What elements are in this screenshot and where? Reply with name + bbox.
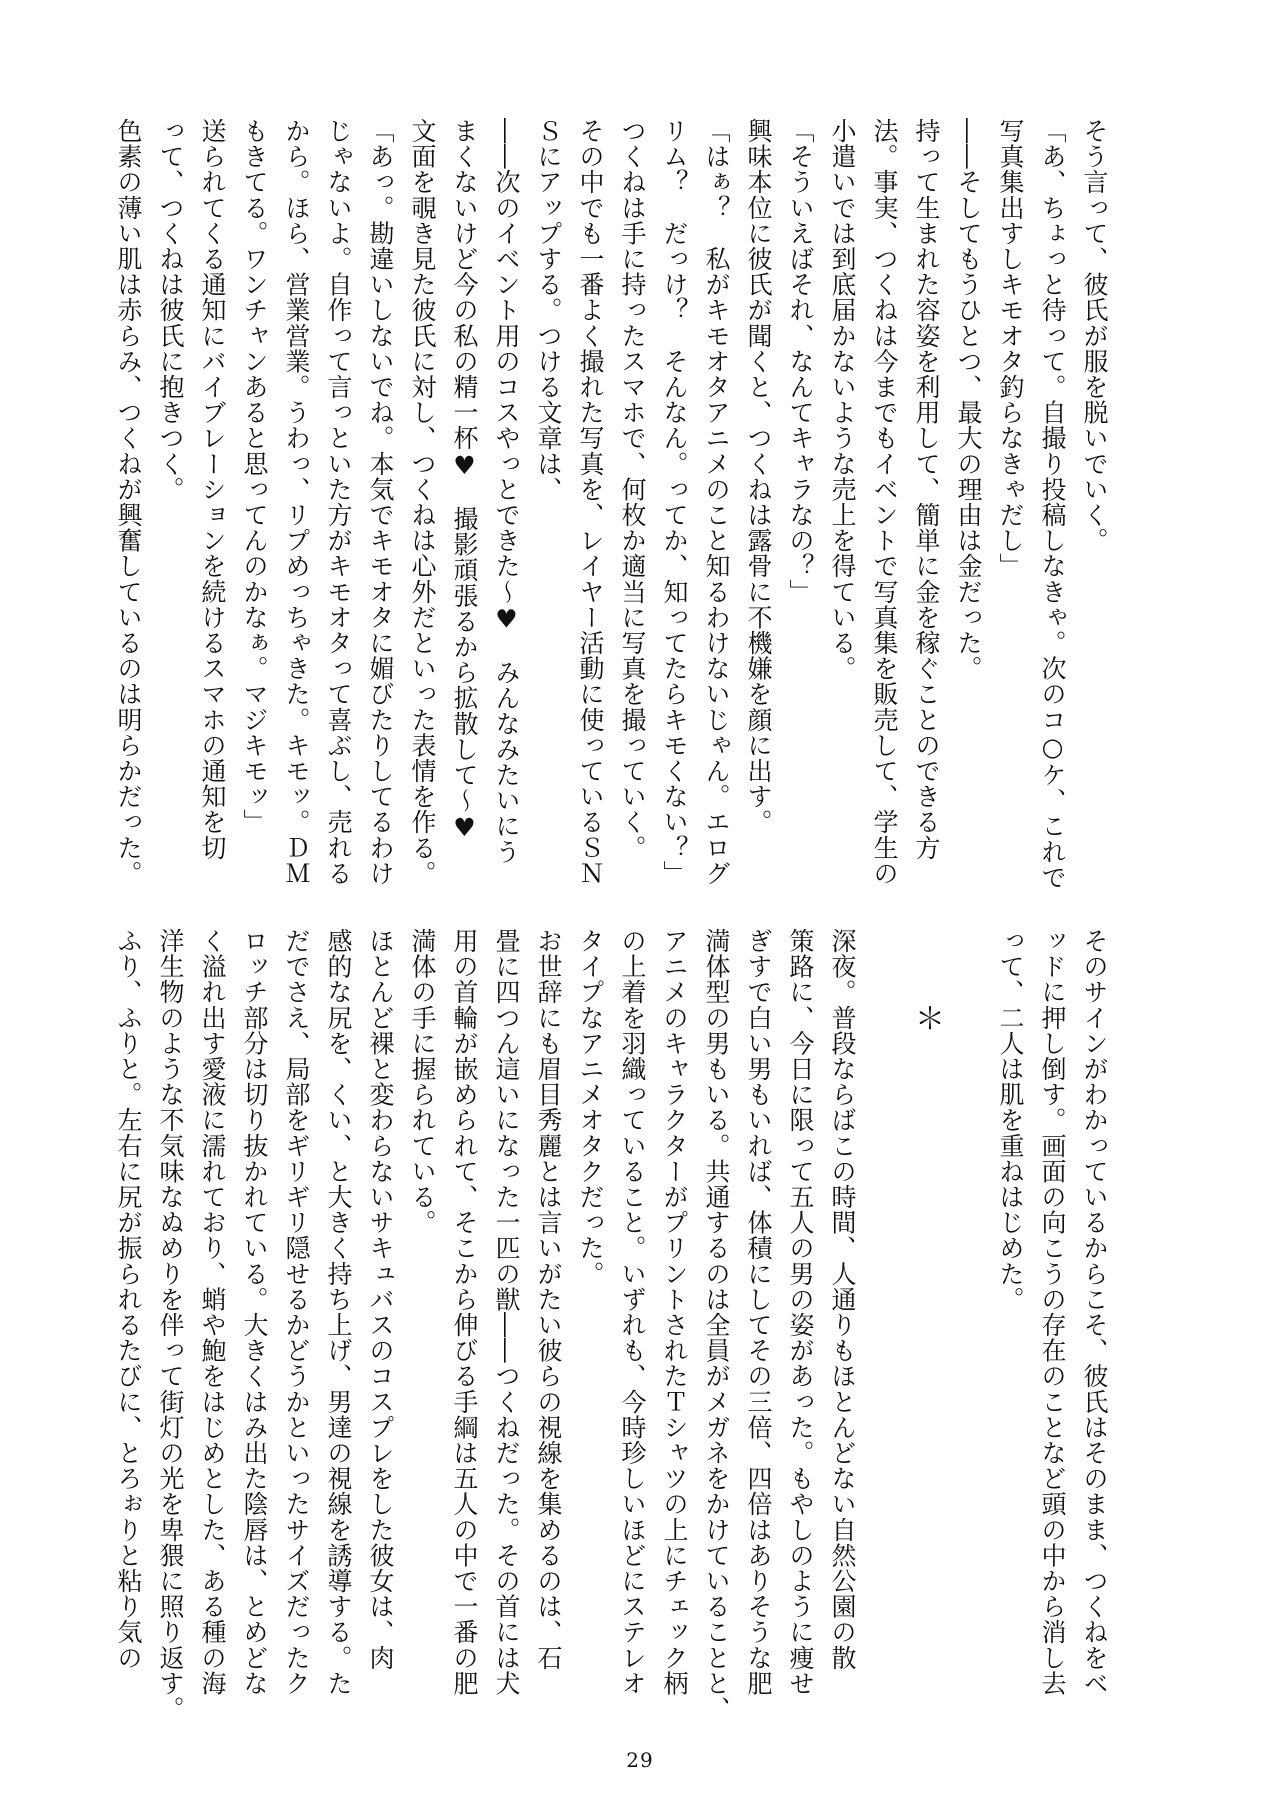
text-column: 感的な尻を、くい、と大きく持ち上げ、男達の視線を誘導する。た: [324, 928, 353, 1696]
text-column: 「あっ。勘違いしないでね。本気でキモオタに媚びたりしてるわけ: [366, 118, 395, 886]
text-column: ふり、ふりと。左右に尻が振られるたびに、とろぉりと粘り気の: [114, 928, 143, 1671]
text-column: そのサインがわかっているからこそ、彼氏はそのまま、つくねをベ: [1080, 928, 1109, 1696]
text-column: ぎすで白い男もいれば、体積にしてその三倍、四倍はありそうな肥: [744, 928, 773, 1696]
upper-text-block: [114, 118, 1115, 918]
text-column: 満体型の男もいる。共通するのは全員がメガネをかけていることと、: [702, 928, 731, 1722]
text-column: アニメのキャラクターがプリントされたＴシャツの上にチェック柄: [660, 928, 689, 1696]
text-column: だでさえ、局部をギリギリ隠せるかどうかといったサイズだったク: [282, 928, 311, 1696]
scene-break-asterisk: ＊: [909, 1003, 944, 1034]
text-column: 洋生物のような不気味なぬめりを伴って街灯の光を卑猥に照り返す。: [156, 928, 185, 1722]
text-column: リム？ だっけ？ そんなん。ってか、知ってたらキモくない？」: [660, 118, 689, 886]
text-column: 文面を覗き見た彼氏に対し、つくねは心外だといった表情を作る。: [408, 118, 437, 886]
text-column: 色素の薄い肌は赤らみ、つくねが興奮しているのは明らかだった。: [114, 118, 143, 886]
blank-column: [947, 928, 989, 1718]
text-column: 「そういえばそれ、なんてキャラなの？」: [786, 118, 815, 605]
text-column: 「はぁ？ 私がキモオタアニメのこと知るわけないじゃん。エログ: [702, 118, 731, 886]
text-column: その中でも一番よく撮れた写真を、レイヤー活動に使っているＳＮ: [576, 118, 605, 886]
text-column: 「あ、ちょっと待って。自撮り投稿しなきゃ。次のコ○ケ、これで: [1038, 118, 1067, 890]
text-column: そう言って、彼氏が服を脱いでいく。: [1080, 118, 1109, 554]
text-column: 送られてくる通知にバイブレーションを続けるスマホの通知を切: [198, 118, 227, 861]
text-column: じゃないよ。自作って言っといた方がキモオタって喜ぶし、売れる: [324, 118, 353, 886]
blank-column: [863, 928, 905, 1718]
text-column: 策路に、今日に限って五人の男の姿があった。もやしのように痩せ: [786, 928, 815, 1696]
text-column: ロッチ部分は切り抜かれている。大きくはみ出た陰唇は、とめどな: [240, 928, 269, 1696]
text-column: ッドに押し倒す。画面の向こうの存在のことなど頭の中から消し去: [1038, 928, 1067, 1696]
text-column: まくないけど今の私の精一杯♥ 撮影頑張るから拡散して～♥: [450, 118, 479, 843]
text-column: お世辞にも眉目秀麗とは言いがたい彼らの視線を集めるのは、石: [534, 928, 563, 1671]
text-column: く溢れ出す愛液に濡れており、蛸や鮑をはじめとした、ある種の海: [198, 928, 227, 1696]
text-column: Ｓにアップする。つける文章は、: [534, 118, 563, 502]
text-column: 満体の手に握られている。: [408, 928, 437, 1236]
text-column: 畳に四つん這いになった一匹の獣――つくねだった。その首には犬: [492, 928, 521, 1696]
text-column: もきてる。ワンチャンあると思ってんのかなぁ。マジキモッ」: [240, 118, 269, 835]
text-column: 興味本位に彼氏が聞くと、つくねは露骨に不機嫌を顔に出す。: [744, 118, 773, 835]
text-column: 用の首輪が嵌められて、そこから伸びる手綱は五人の中で一番の肥: [450, 928, 479, 1696]
text-column: の上着を羽織っていること。いずれも、今時珍しいほどにステレオ: [618, 928, 647, 1696]
text-column: タイプなアニメオタクだった。: [576, 928, 605, 1287]
text-column: ――そしてもうひとつ、最大の理由は金だった。: [954, 118, 983, 682]
text-column: 写真集出すしキモオタ釣らなきゃだし」: [996, 118, 1025, 579]
text-column: 持って生まれた容姿を利用して、簡単に金を稼ぐことのできる方: [912, 118, 941, 861]
text-column: 小遣いでは到底届かないような売上を得ている。: [828, 118, 857, 682]
text-column: ほとんど裸と変わらないサキュバスのコスプレをした彼女は、肉: [366, 928, 395, 1671]
text-column: 深夜。普段ならばこの時間、人通りもほとんどない自然公園の散: [828, 928, 857, 1671]
text-column: から。ほら、営業営業。うわっ、リプめっちゃきた。キモッ。ＤＭ: [282, 118, 311, 886]
lower-text-block: [114, 928, 1115, 1722]
text-column: って、つくねは彼氏に抱きつく。: [156, 118, 185, 502]
text-column: 法。事実、つくねは今までもイベントで写真集を販売して、学生の: [870, 118, 899, 886]
text-column: って、二人は肌を重ねはじめた。: [996, 928, 1025, 1312]
page-number: 29: [626, 1748, 654, 1772]
text-column: ――次のイベント用のコスやっとできた～♥ みんなみたいにう: [492, 118, 521, 865]
text-column: つくねは手に持ったスマホで、何枚か適当に写真を撮っていく。: [618, 118, 647, 861]
